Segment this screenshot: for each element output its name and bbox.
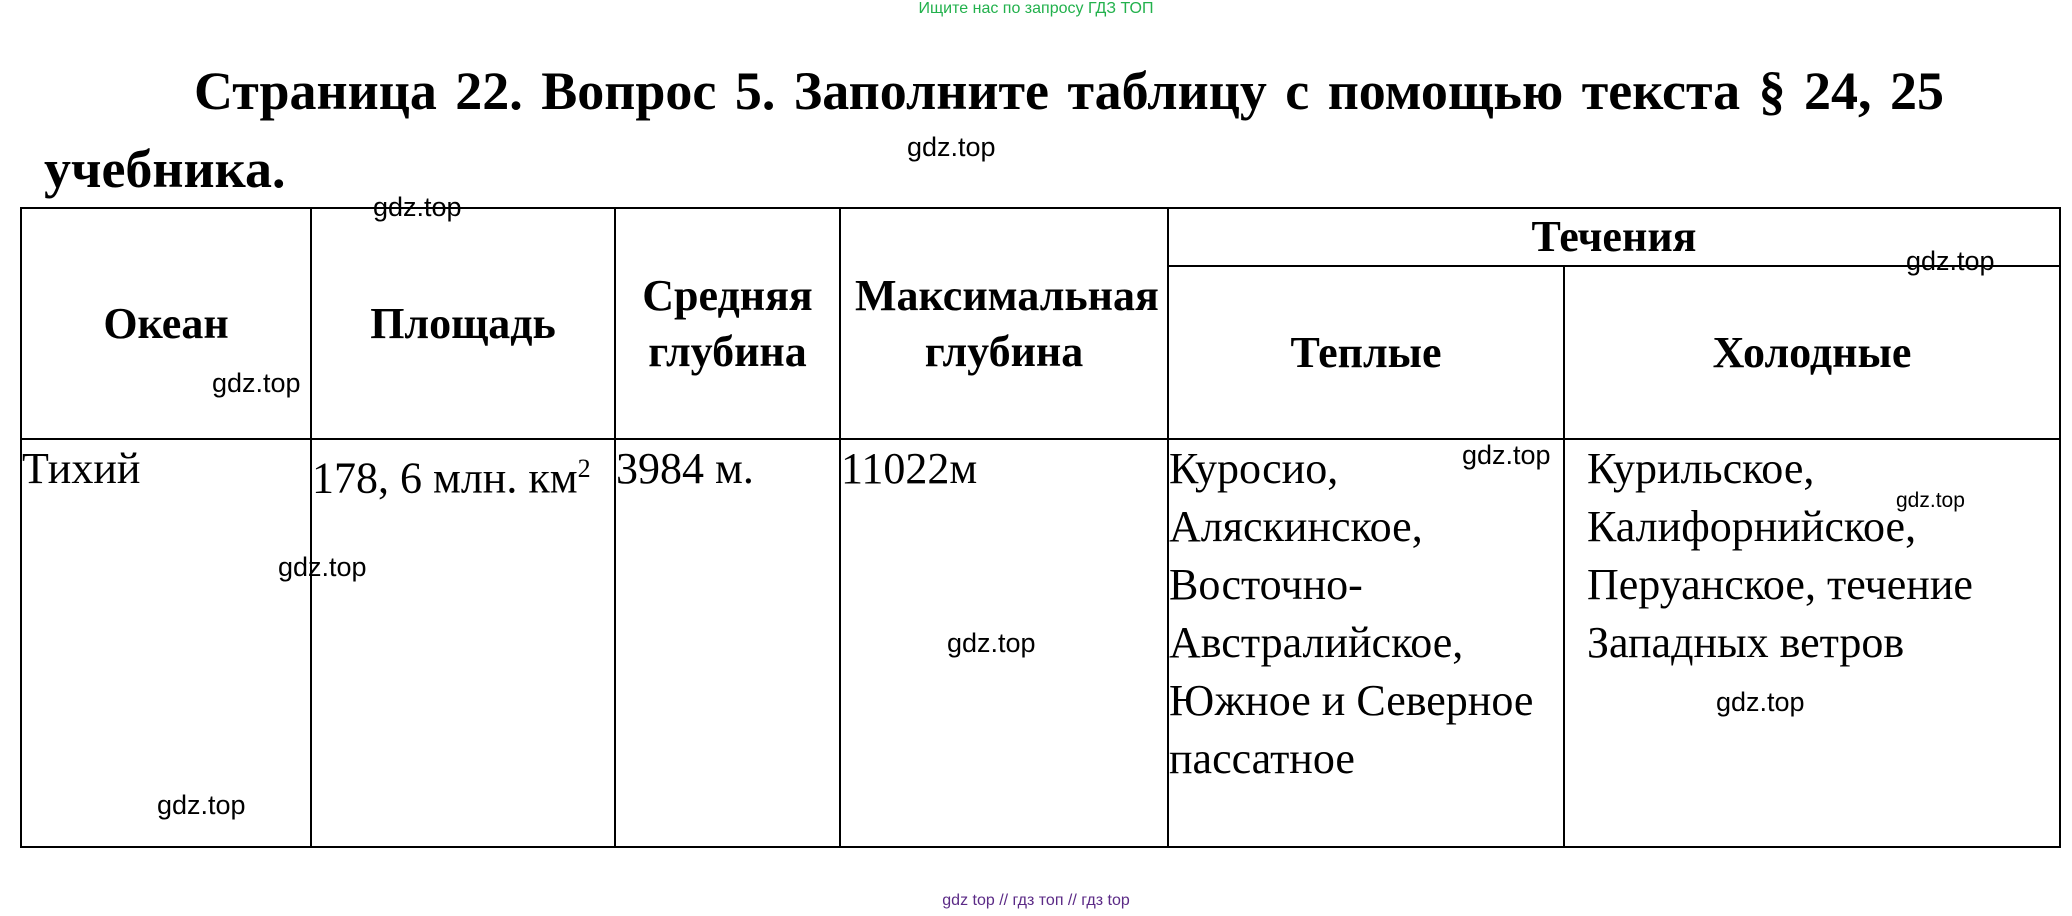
watermark: gdz.top xyxy=(1896,489,1965,512)
watermark: gdz.top xyxy=(157,790,246,820)
cell-max-depth: 11022м xyxy=(840,439,1168,847)
cell-ocean: Тихий xyxy=(21,439,311,847)
answer-table xyxy=(20,207,2061,848)
header-currents: Течения xyxy=(1168,208,2060,266)
area-value: 178, 6 млн. км xyxy=(312,453,578,503)
watermark: gdz.top xyxy=(947,628,1036,658)
cell-cold-currents: Курильское, Калифорнийское, Перуанское, течение Западных ветров xyxy=(1564,439,2060,847)
header-warm: Теплые xyxy=(1168,266,1564,439)
page-title: Страница 22. Вопрос 5. Заполните таблицу с помощью текста § 24, 25 учебника. xyxy=(44,61,1944,199)
header-ocean: Океан xyxy=(21,208,311,439)
watermark: gdz.top xyxy=(1462,440,1551,470)
header-max-depth: Максимальная глубина xyxy=(840,208,1168,439)
cell-avg-depth: 3984 м. xyxy=(615,439,840,847)
watermark: gdz.top xyxy=(278,552,367,582)
area-superscript: 2 xyxy=(577,454,591,483)
cell-warm-currents: Куросио, Аляскинское, Восточно-Австралийское, Южное и Северное пассатное xyxy=(1168,439,1564,847)
header-cold: Холодные xyxy=(1564,266,2060,439)
table-row xyxy=(21,439,2060,847)
watermark: gdz.top xyxy=(1716,687,1805,717)
footer: gdz top // гдз топ // гдз top xyxy=(942,892,1130,909)
watermark: gdz.top xyxy=(907,132,996,162)
watermark: gdz.top xyxy=(373,192,462,222)
cell-area xyxy=(311,439,615,847)
header-area: Площадь xyxy=(311,208,615,439)
watermark: gdz.top xyxy=(1906,246,1995,276)
top-banner: Ищите нас по запросу ГДЗ ТОП xyxy=(918,0,1154,17)
watermark: gdz.top xyxy=(212,368,301,398)
header-avg-depth: Средняя глубина xyxy=(615,208,840,439)
header-row xyxy=(21,208,2060,266)
